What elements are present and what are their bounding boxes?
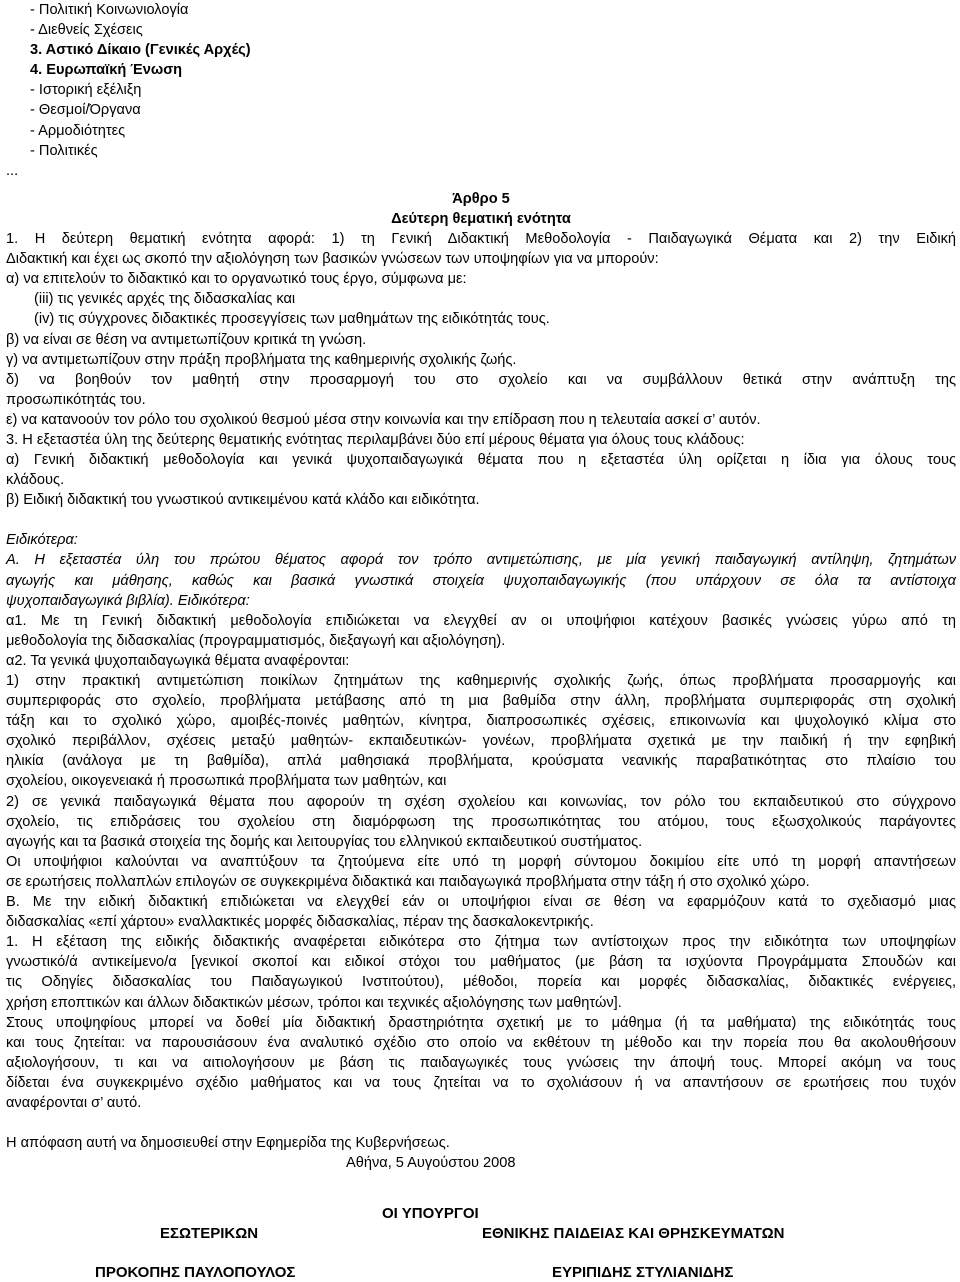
paragraph-line: και τους ζητείται: να παρουσιάσουν ένα αναλυτικό σχέδιο στο οποίο να εκθέτουν τη μέθοδο και την πορεία που θα ακολουθήσουν bbox=[6, 1034, 956, 1051]
paragraph-line: (iii) τις γενικές αρχές της διδασκαλίας και bbox=[34, 291, 296, 308]
place-date: Αθήνα, 5 Αυγούστου 2008 bbox=[346, 1155, 516, 1172]
paragraph-line: σχολείο, τις επιδράσεις του σχολείου στη διαμόρφωση της προσωπικότητας του ατόμου, τους εξωσχολικούς παράγοντες bbox=[6, 813, 956, 830]
paragraph-fragment: Ειδικότερα: bbox=[177, 592, 250, 609]
document-page bbox=[6, 0, 956, 1173]
signature-left-name: ΠΡΟΚΟΠΗΣ ΠΑΥΛΟΠΟΥΛΟΣ bbox=[95, 1264, 296, 1281]
paragraph-line: ε) να κατανοούν τον ρόλο του σχολικού θεσμού μέσα στην κοινωνία και την επίδραση που η τελευταία ασκεί σ’ αυτόν. bbox=[6, 411, 761, 428]
paragraph-line: δ) να βοηθούν τον μαθητή στην προσαρμογή του στο σχολείο και να συμβάλλουν θετικά στην ανάπτυξη της bbox=[6, 371, 956, 388]
paragraph-line: σχολείου, οικογενειακά ή προσωπικά προβλήματα των μαθητών, και bbox=[6, 773, 447, 790]
paragraph-line: τάξη και το σχολικό χώρο, αμοιβές-ποινές μαθητών, κίνητρα, διαπροσωπικές σχέσεις, επικοινωνία και ψυχολογικό κλίμα στο bbox=[6, 713, 956, 730]
paragraph-line: αξιολογήσουν, τι και να αιτιολογήσουν με βάση τις παιδαγωγικές τους γνώσεις την άποψή τους. Μπορεί ακόμη να τους bbox=[6, 1054, 956, 1071]
signatures-header: ΟΙ ΥΠΟΥΡΓΟΙ bbox=[382, 1205, 479, 1222]
paragraph-line: α2. Τα γενικά ψυχοπαιδαγωγικά θέματα αναφέρονται: bbox=[6, 652, 350, 669]
list-item: 3. Αστικό Δίκαιο (Γενικές Αρχές) bbox=[30, 42, 251, 59]
paragraph-line: σε ερωτήσεις πολλαπλών επιλογών σε συγκεκριμένα διδακτικά και παιδαγωγικά προβλήματα στην τάξη ή στο σχολικό χώρο. bbox=[6, 873, 810, 890]
paragraph-line: κλάδους. bbox=[6, 472, 65, 489]
article-title: Άρθρο 5 bbox=[452, 190, 510, 207]
paragraph-line bbox=[6, 591, 956, 611]
paragraph-line: 3. Η εξεταστέα ύλη της δεύτερης θεματικής ενότητας περιλαμβάνει δύο επί μέρους θέματα για όλους τους κλάδους: bbox=[6, 431, 745, 448]
publication-order: Η απόφαση αυτή να δημοσιευθεί στην Εφημερίδα της Κυβερνήσεως. bbox=[6, 1135, 450, 1152]
paragraph-line: Διδακτική και έχει ως σκοπό την αξιολόγηση των βασικών γνώσεων των υποψηφίων για να μπορούν: bbox=[6, 251, 659, 268]
paragraph-line: (iv) τις σύγχρονες διδακτικές προσεγγίσεις των μαθημάτων της ειδικότητάς τους. bbox=[34, 311, 550, 328]
list-item: 4. Ευρωπαϊκή Ένωση bbox=[30, 62, 183, 79]
paragraph-line: α1. Με τη Γενική διδακτική μεθοδολογία επιδιώκεται να ελεγχθεί αν οι υποψήφιοι κατέχουν βασικές γνώσεις γύρω από τη bbox=[6, 612, 956, 629]
list-item: - Αρμοδιότητες bbox=[30, 122, 126, 139]
list-ellipsis: ... bbox=[6, 162, 19, 179]
paragraph-line: 1. Η εξέταση της ειδικής διδακτικής αναφέρεται ειδικότερα στο ζήτημα των αντίστοιχων προς την ειδικότητα των υποψηφίων bbox=[6, 934, 956, 951]
paragraph-line: αγωγής και τα βασικά στοιχεία της δομής και λειτουργίας του ελληνικού εκπαιδευτικού συστήματος. bbox=[6, 833, 643, 850]
signature-right-title: ΕΘΝΙΚΗΣ ΠΑΙΔΕΙΑΣ ΚΑΙ ΘΡΗΣΚΕΥΜΑΤΩΝ bbox=[482, 1225, 785, 1242]
list-item: - Διεθνείς Σχέσεις bbox=[30, 22, 143, 39]
paragraph-line: γ) να αντιμετωπίζουν στην πράξη προβλήματα της καθημερινής σχολικής ζωής. bbox=[6, 351, 517, 368]
paragraph-line: μεθοδολογία της διδασκαλίας (προγραμματισμός, διεξαγωγή και αξιολόγηση). bbox=[6, 632, 506, 649]
paragraph-line: α) να επιτελούν το διδακτικό και το οργανωτικό τους έργο, σύμφωνα με: bbox=[6, 271, 467, 288]
signature-left-title: ΕΣΩΤΕΡΙΚΩΝ bbox=[160, 1225, 259, 1242]
paragraph-line: αναφέρονται σ’ αυτό. bbox=[6, 1094, 142, 1111]
paragraph-line: 1. Η δεύτερη θεματική ενότητα αφορά: 1) τη Γενική Διδακτική Μεθοδολογία - Παιδαγωγικά Θέματα και 2) την Ειδική bbox=[6, 231, 956, 248]
paragraph-line: β) Ειδική διδακτική του γνωστικού αντικειμένου κατά κλάδο και ειδικότητα. bbox=[6, 492, 480, 509]
paragraph-line: ηλικία (ανάλογα με τη βαθμίδα), απλά μαθησιακά προβλήματα, κρούσματα νεανικής παραβατικότητας στο πλαίσιο του bbox=[6, 753, 956, 770]
paragraph-line: προσωπικότητάς του. bbox=[6, 391, 146, 408]
paragraph-line: Α. Η εξεταστέα ύλη του πρώτου θέματος αφορά τον τρόπο αντιμετώπισης, με μία γενική παιδαγωγική αντίληψη, ζητημάτων bbox=[6, 552, 956, 569]
paragraph-line: γνωστικό/ά αντικείμενο/α [γενικοί σκοποί και ειδικοί στόχοι του μαθήματος (με βάση τα ισχύοντα Προγράμματα Σπουδών και bbox=[6, 954, 956, 971]
paragraph-line: 1) στην πρακτική αντιμετώπιση ποικίλων ζητημάτων της καθημερινής σχολικής ζωής, όπως προβλήματα προσαρμογής και bbox=[6, 673, 956, 689]
list-item: - Πολιτικές bbox=[30, 142, 98, 159]
list-item: - Θεσμοί/Όργανα bbox=[30, 102, 141, 119]
list-item: - Ιστορική εξέλιξη bbox=[30, 82, 142, 99]
paragraph-line: Β. Με την ειδική διδακτική επιδιώκεται να ελεγχθεί εάν οι υποψήφιοι είναι σε θέση να εφαρμόζουν κατά το σχεδιασμό μιας bbox=[6, 894, 956, 911]
paragraph-line: β) να είναι σε θέση να αντιμετωπίζουν κριτικά τη γνώση. bbox=[6, 331, 367, 348]
specifics-heading: Ειδικότερα: bbox=[6, 532, 78, 549]
paragraph-line: 2) σε γενικά παιδαγωγικά θέματα που αφορούν τη σχέση σχολείου και κοινωνίας, τον ρόλο του εκπαιδευτικού στο σύγχρονο bbox=[6, 793, 956, 810]
list-item: - Πολιτική Κοινωνιολογία bbox=[30, 2, 189, 18]
paragraph-line: αγωγής και μάθησης, καθώς και βασικά γνωστικά στοιχεία ψυχοπαιδαγωγικής (που υπάρχουν σε όλα τα αντίστοιχα bbox=[6, 572, 956, 589]
signature-right-name: ΕΥΡΙΠΙΔΗΣ ΣΤΥΛΙΑΝΙΔΗΣ bbox=[552, 1264, 734, 1281]
paragraph-line: Στους υποψηφίους μπορεί να δοθεί μία διδακτική δραστηριότητα σχετική με το μάθημα (ή τα μαθήματα) της ειδικότητάς τους bbox=[6, 1014, 956, 1031]
paragraph-line: α) Γενική διδακτική μεθοδολογία και γενικά ψυχοπαιδαγωγικά θέματα που η εξεταστέα ύλη ορίζεται η ίδια για όλους τους bbox=[6, 452, 956, 469]
paragraph-line: χρήση εποπτικών και άλλων διδακτικών μέσων, τρόποι και τεχνικές αξιολόγησης των μαθητών]. bbox=[6, 994, 622, 1011]
paragraph-line: διδασκαλίας «επί χάρτου» εναλλακτικές μορφές διδασκαλίας, πέραν της δασκαλοκεντρικής. bbox=[6, 914, 594, 931]
paragraph-line: σχολικό περιβάλλον, σχέσεις μεταξύ μαθητών- εκπαιδευτικών- γονέων, προβλήματα σχετικά με την παιδική ή την εφηβική bbox=[6, 733, 956, 750]
paragraph-line: δίδεται ένα συγκεκριμένο σχέδιο μαθήματος και να τους ζητείται να το σχολιάσουν ή να απαντήσουν σε ερωτήσεις που τυχόν bbox=[6, 1074, 956, 1091]
article-subtitle: Δεύτερη θεματική ενότητα bbox=[391, 210, 571, 227]
paragraph-line: τις Οδηγίες διδασκαλίας του Παιδαγωγικού Ινστιτούτου), μέθοδοι, πορεία και μορφές διδασκαλίας, διδακτικές ενέργειες, bbox=[6, 974, 956, 991]
paragraph-fragment: ψυχοπαιδαγωγικά βιβλία). bbox=[6, 592, 174, 609]
paragraph-line: συμπεριφοράς στο σχολείο, προβλήματα μετάβασης από τη μια βαθμίδα στην άλλη, προβλήματα συμπεριφοράς στη σχολική bbox=[6, 693, 956, 710]
paragraph-line: Οι υποψήφιοι καλούνται να αναπτύξουν τα ζητούμενα είτε υπό τη μορφή σύντομου δοκιμίου είτε υπό τη μορφή απαντήσεων bbox=[6, 853, 956, 870]
